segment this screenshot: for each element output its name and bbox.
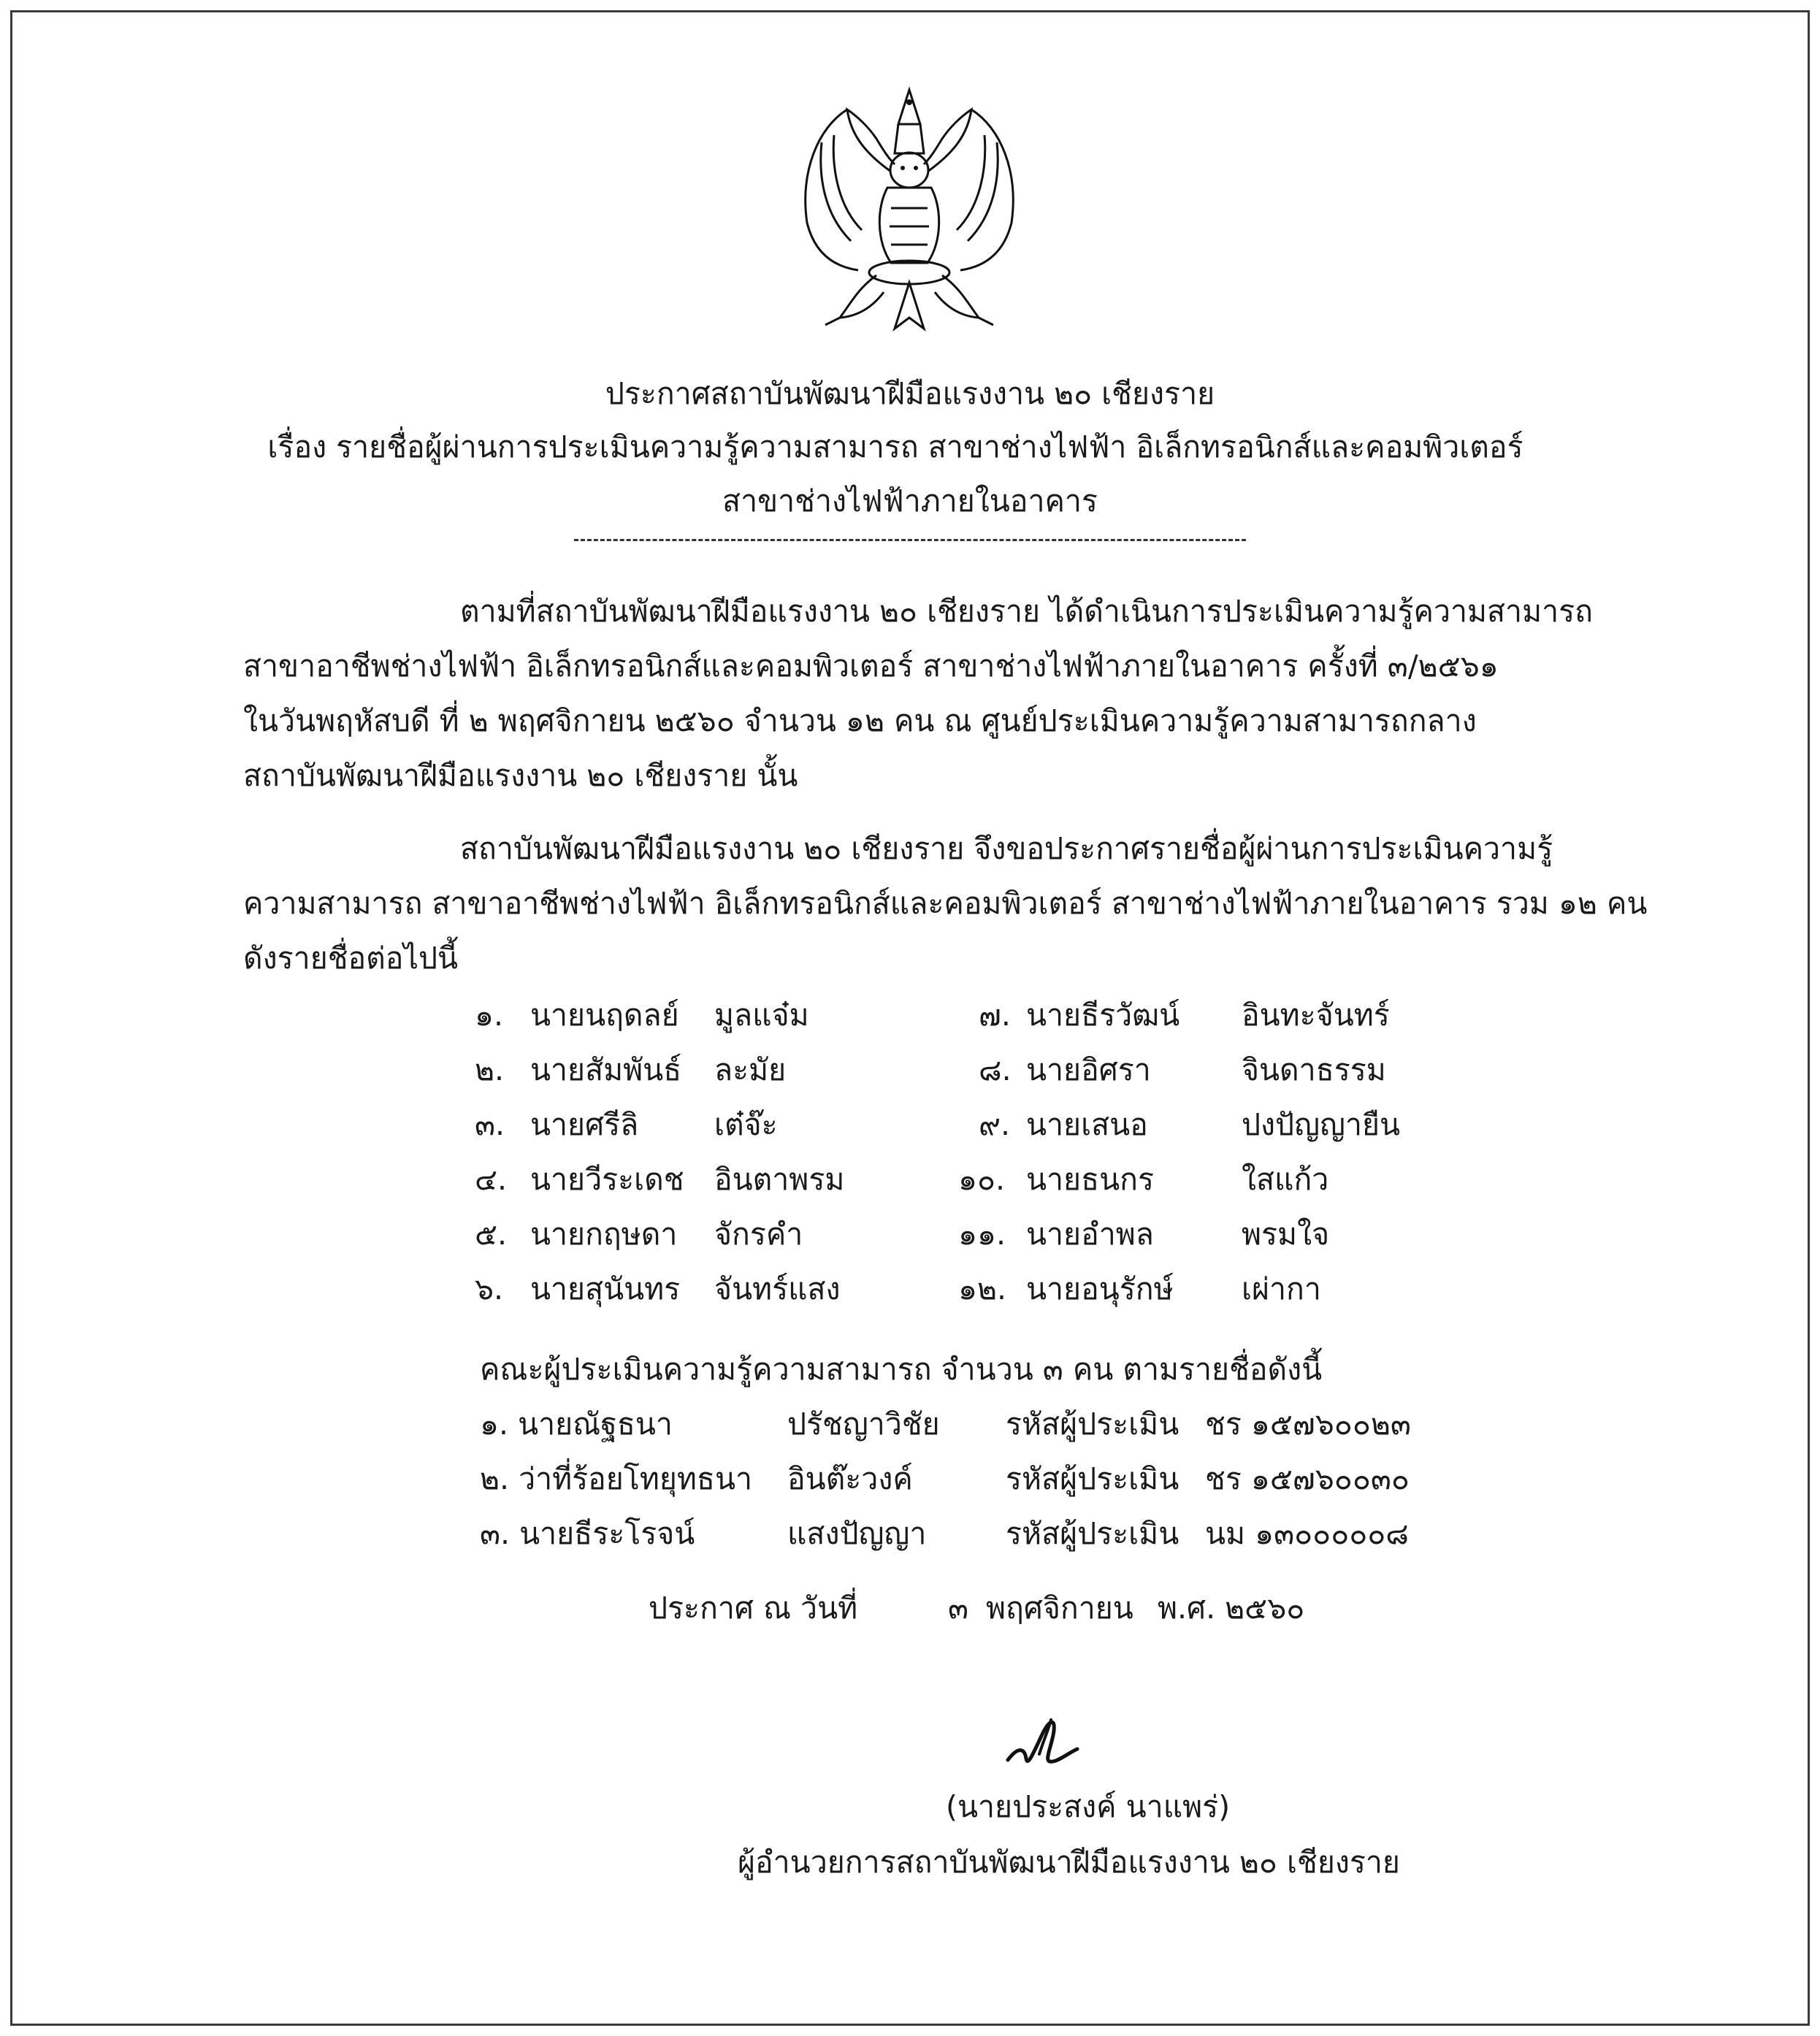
announce-year: พ.ศ. ๒๕๖๐ xyxy=(1158,1591,1305,1626)
paragraph1-line4: สถาบันพัฒนาฝีมือแรงงาน ๒๐ เชียงราย นั้น xyxy=(243,758,798,793)
list-item-last-name: อินทะจันทร์ xyxy=(1242,998,1390,1033)
paragraph1-line2: สาขาอาชีพช่างไฟฟ้า อิเล็กทรอนิกส์และคอมพิวเตอร์ สาขาช่างไฟฟ้าภายในอาคาร ครั้งที่ ๓/๒๕๖๑ xyxy=(243,648,1499,684)
list-item-number: ๑๑. xyxy=(958,1217,1006,1252)
assessor-code: ชร ๑๕๗๖๐๐๓๐ xyxy=(1205,1461,1410,1496)
assessor-code: ชร ๑๕๗๖๐๐๒๓ xyxy=(1205,1407,1411,1442)
paragraph1-line1: ตามที่สถาบันพัฒนาฝีมือแรงงาน ๒๐ เชียงราย ได้ดำเนินการประเมินความรู้ความสามารถ xyxy=(460,594,1593,629)
list-item-first-name: นายอำพล xyxy=(1026,1217,1154,1252)
assessor-last-name: ปรัชญาวิชัย xyxy=(787,1407,940,1442)
list-item-last-name: มูลแจ๋ม xyxy=(714,998,809,1033)
list-item-first-name: นายธนกร xyxy=(1026,1162,1154,1197)
signatory-position: ผู้อำนวยการสถาบันพัฒนาฝีมือแรงงาน ๒๐ เชียงราย xyxy=(738,1845,1400,1880)
list-item-first-name: นายสัมพันธ์ xyxy=(530,1052,682,1087)
document-title: ประกาศสถาบันพัฒนาฝีมือแรงงาน ๒๐ เชียงราย xyxy=(605,376,1215,411)
paragraph2-line1: สถาบันพัฒนาฝีมือแรงงาน ๒๐ เชียงราย จึงขอประกาศรายชื่อผู้ผ่านการประเมินความรู้ xyxy=(460,831,1553,866)
announce-day: ๓ xyxy=(948,1591,969,1626)
list-item-number: ๗. xyxy=(979,998,1011,1033)
list-item-first-name: นายนฤดลย์ xyxy=(530,998,679,1033)
list-item-last-name: อินตาพรม xyxy=(714,1162,845,1197)
list-item-first-name: นายวีระเดช xyxy=(530,1162,684,1197)
list-item-number: ๔. xyxy=(475,1162,508,1197)
list-item-number: ๖. xyxy=(475,1271,504,1306)
list-item-last-name: ปงปัญญายืน xyxy=(1242,1107,1401,1142)
list-item-last-name: พรมใจ xyxy=(1242,1217,1330,1252)
list-item-last-name: ใสแก้ว xyxy=(1242,1162,1329,1197)
assessor-code: นม ๑๓๐๐๐๐๐๘ xyxy=(1205,1516,1409,1551)
announce-label: ประกาศ ณ วันที่ xyxy=(649,1591,858,1626)
assessor-first-name: ๒. ว่าที่ร้อยโทยุทธนา xyxy=(480,1461,753,1496)
list-item-last-name: เผ่ากา xyxy=(1242,1271,1321,1306)
handwritten-signature-icon xyxy=(1004,1709,1085,1775)
header-divider xyxy=(574,539,1246,541)
assessor-code-label: รหัสผู้ประเมิน xyxy=(1006,1516,1179,1551)
list-item-number: ๘. xyxy=(979,1052,1012,1087)
list-item-number: ๒. xyxy=(475,1052,505,1087)
list-item-number: ๑๐. xyxy=(958,1162,1006,1197)
paragraph1-line3: ในวันพฤหัสบดี ที่ ๒ พฤศจิกายน ๒๕๖๐ จำนวน ๑๒ คน ณ ศูนย์ประเมินความรู้ความสามารถกลาง xyxy=(243,703,1477,738)
signatory-name: (นายประสงค์ นาแพร่) xyxy=(946,1789,1231,1824)
list-item-first-name: นายเสนอ xyxy=(1026,1107,1148,1142)
list-item-first-name: นายสุนันทร xyxy=(530,1271,681,1306)
list-item-last-name: ละมัย xyxy=(714,1052,787,1087)
assessor-last-name: แสงปัญญา xyxy=(787,1516,927,1551)
list-item-last-name: จินดาธรรม xyxy=(1242,1052,1386,1087)
list-item-first-name: นายธีรวัฒน์ xyxy=(1026,998,1180,1033)
list-item-last-name: จักรคำ xyxy=(714,1217,803,1252)
paragraph2-line2: ความสามารถ สาขาอาชีพช่างไฟฟ้า อิเล็กทรอนิกส์และคอมพิวเตอร์ สาขาช่างไฟฟ้าภายในอาคาร รวม ๑๒ คน xyxy=(243,886,1648,921)
subject-line-2: สาขาช่างไฟฟ้าภายในอาคาร xyxy=(722,483,1098,518)
list-item-last-name: เต๋จ๊ะ xyxy=(714,1107,778,1142)
subject-line-1: เรื่อง รายชื่อผู้ผ่านการประเมินความรู้ความสามารถ สาขาช่างไฟฟ้า อิเล็กทรอนิกส์และคอมพิวเตอร์ xyxy=(267,429,1523,464)
assessor-first-name: ๓. นายธีระโรจน์ xyxy=(480,1516,695,1551)
assessors-heading: คณะผู้ประเมินความรู้ความสามารถ จำนวน ๓ คน ตามรายชื่อดังนี้ xyxy=(480,1352,1323,1387)
list-item-number: ๙. xyxy=(979,1107,1011,1142)
list-item-first-name: นายกฤษดา xyxy=(530,1217,678,1252)
list-item-first-name: นายศรีลิ xyxy=(530,1107,639,1142)
assessor-last-name: อินต๊ะวงค์ xyxy=(787,1461,913,1496)
list-item-number: ๓. xyxy=(475,1107,505,1142)
paragraph2-line3: ดังรายชื่อต่อไปนี้ xyxy=(243,941,459,976)
announce-month: พฤศจิกายน xyxy=(986,1591,1133,1626)
list-item-first-name: นายอิศรา xyxy=(1026,1052,1151,1087)
assessor-code-label: รหัสผู้ประเมิน xyxy=(1006,1407,1179,1442)
list-item-last-name: จันทร์แสง xyxy=(714,1271,841,1306)
garuda-emblem-icon xyxy=(789,84,1030,336)
list-item-number: ๕. xyxy=(475,1217,508,1252)
list-item-number: ๑. xyxy=(475,998,504,1033)
assessor-first-name: ๑. นายณัฐธนา xyxy=(480,1407,673,1442)
list-item-number: ๑๒. xyxy=(958,1271,1007,1306)
assessor-code-label: รหัสผู้ประเมิน xyxy=(1006,1461,1179,1496)
list-item-first-name: นายอนุรักษ์ xyxy=(1026,1271,1174,1306)
